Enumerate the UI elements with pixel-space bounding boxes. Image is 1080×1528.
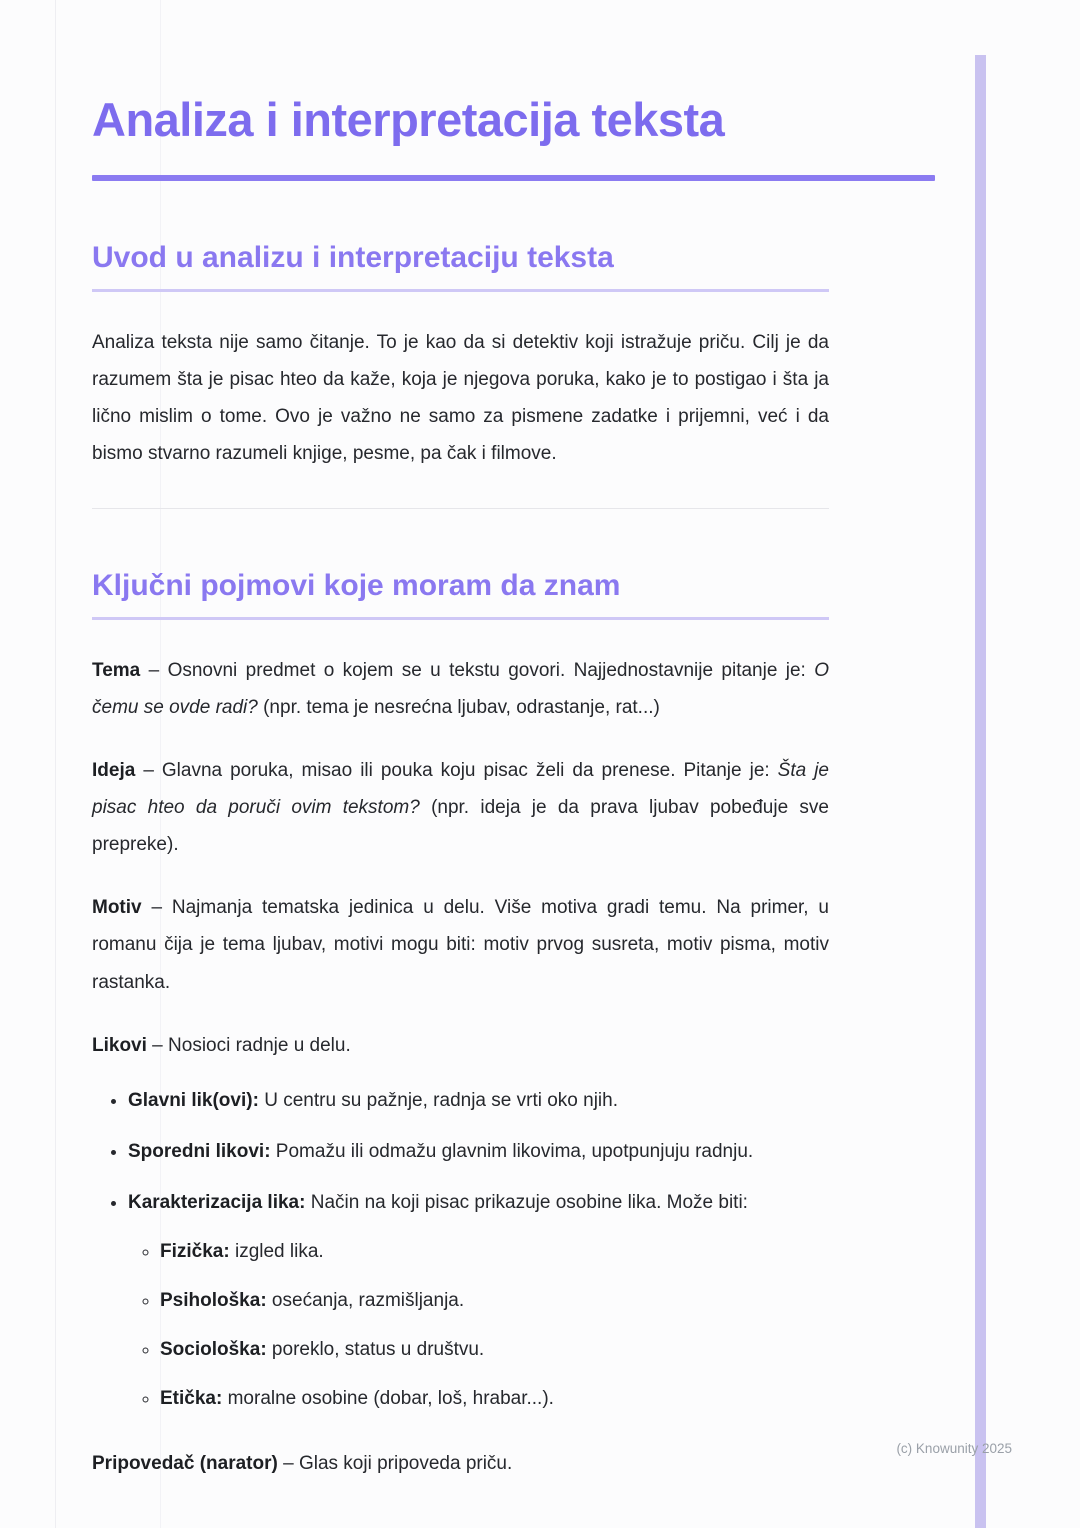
section-heading-uvod: Uvod u analizu i interpretaciju teksta: [92, 241, 829, 292]
list-item-karakterizacija: [128, 1184, 812, 1417]
paragraph-pripovedac: [92, 1445, 829, 1482]
term-question-ideja: Šta je pisac hteo da poruči ovim tekstom?: [92, 760, 829, 819]
right-accent-stripe: [975, 55, 986, 1528]
sub-item-eticka: [160, 1380, 812, 1417]
background-guide-line-left: [55, 0, 56, 1528]
paragraph-tema: [92, 652, 829, 726]
term-question-tema: O čemu se ovde radi?: [92, 660, 830, 719]
term-text-likovi: Nosioci radnje u delu.: [168, 1034, 351, 1056]
term-text-ideja: Glavna poruka, misao ili pouka koju pisac želi da prenese. Pitanje je:: [161, 760, 778, 782]
list-item-glavni-lik: [128, 1082, 812, 1119]
list-item-sporedni-likovi: [128, 1133, 812, 1170]
term-separator: –: [146, 1034, 169, 1056]
sub-bullet-text: moralne osobine (dobar, loš, hrabar...).: [222, 1387, 554, 1409]
section-heading-pojmovi: Ključni pojmovi koje moram da znam: [92, 569, 829, 620]
section-kljucni-pojmovi: [92, 569, 937, 1482]
term-separator: –: [140, 660, 168, 682]
term-separator: –: [141, 897, 172, 919]
sub-item-psiholoska: [160, 1282, 812, 1319]
term-label-tema: Tema: [92, 660, 141, 682]
karakterizacija-sub-list: [128, 1233, 812, 1417]
document-content: [92, 92, 937, 1508]
sub-bullet-text: osećanja, razmišljanja.: [266, 1289, 465, 1311]
bullet-text: U centru su pažnje, radnja se vrti oko njih.: [258, 1089, 618, 1111]
sub-bullet-label: Sociološka:: [160, 1338, 267, 1360]
paragraph-motiv: [92, 889, 829, 1000]
term-label-pripovedac: Pripovedač (narator): [92, 1452, 278, 1474]
sub-bullet-label: Etička:: [160, 1387, 223, 1409]
term-tail-ideja: (npr. ideja je da prava ljubav pobeđuje sve prepreke).: [92, 797, 829, 856]
section-uvod: [92, 241, 937, 472]
intro-paragraph: Analiza teksta nije samo čitanje. To je kao da si detektiv koji istražuje priču. Cilj je da razumem šta je pisac hteo da kaže, koja je njegova poruka, kako je to postigao i šta ja lično mislim o tome. Ovo je važno ne samo za pismene zadatke i prijemni, već i da bismo stvarno razumeli knjige, pesme, pa čak i filmove.: [92, 332, 829, 465]
term-text-tema: Osnovni predmet o kojem se u tekstu govori. Najjednostavnije pitanje je:: [167, 660, 815, 682]
section-divider: [92, 508, 829, 509]
page-title: Analiza i interpretacija teksta: [92, 93, 725, 146]
term-label-motiv: Motiv: [92, 897, 142, 919]
bullet-text: Način na koji pisac prikazuje osobine lika. Može biti:: [305, 1191, 748, 1213]
term-text-pripovedac: Glas koji pripoveda priču.: [298, 1452, 513, 1474]
term-separator: –: [135, 760, 162, 782]
bullet-text: Pomažu ili odmažu glavnim likovima, upotpunjuju radnju.: [270, 1140, 754, 1162]
sub-item-socioloska: [160, 1331, 812, 1368]
term-separator: –: [277, 1452, 299, 1474]
bullet-label: Glavni lik(ovi):: [128, 1089, 259, 1111]
copyright-credit: (c) Knowunity 2025: [896, 1441, 1012, 1456]
title-divider: [92, 175, 935, 181]
bullet-label: Karakterizacija lika:: [128, 1191, 306, 1213]
sub-bullet-label: Psihološka:: [160, 1289, 267, 1311]
sub-bullet-text: izgled lika.: [229, 1240, 324, 1262]
paragraph-likovi: [92, 1027, 829, 1064]
bullet-label: Sporedni likovi:: [128, 1140, 271, 1162]
sub-bullet-label: Fizička:: [160, 1240, 230, 1262]
sub-item-fizicka: [160, 1233, 812, 1270]
term-tail-tema: (npr. tema je nesrećna ljubav, odrastanje, rat...): [257, 697, 660, 719]
term-label-likovi: Likovi: [92, 1034, 147, 1056]
sub-bullet-text: poreklo, status u društvu.: [266, 1338, 485, 1360]
term-label-ideja: Ideja: [92, 760, 136, 782]
paragraph-ideja: [92, 752, 829, 863]
likovi-bullet-list: [92, 1082, 812, 1417]
term-text-motiv: Najmanja tematska jedinica u delu. Više motiva gradi temu. Na primer, u romanu čija je tema ljubav, motivi mogu biti: motiv prvog susreta, motiv pisma, motiv rastanka.: [92, 897, 829, 993]
